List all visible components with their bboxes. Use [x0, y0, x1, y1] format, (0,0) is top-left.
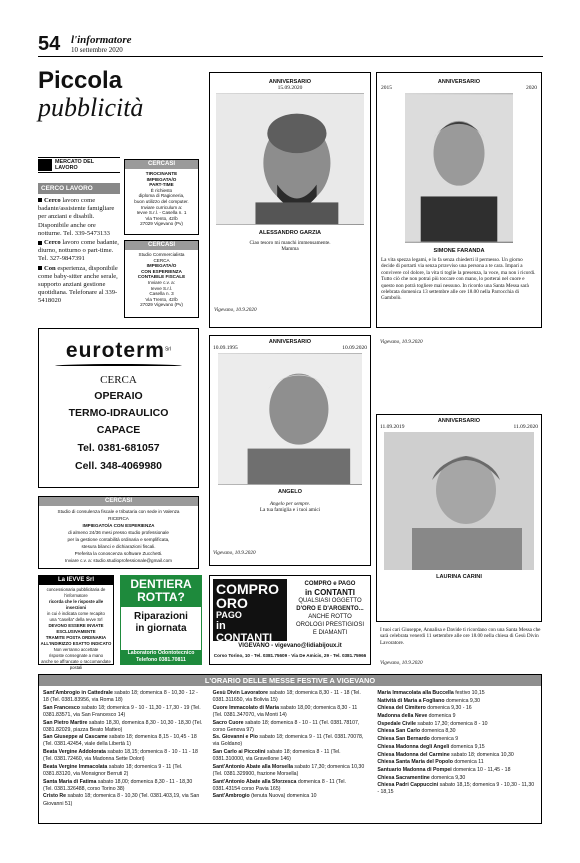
obit-4-text: I tuoi cari Giuseppe, Annalisa e Davide ti ricordano con una Santa Messa che sarà celebrata venerdì 11 settembre alle ore 18.00 nella chiesa di Gesù Divin Lavoratore. [380, 627, 541, 646]
messe-church: Chiesa San Bernardo [377, 736, 430, 743]
cercasi-3-line: di almeno 24/36 mesi presso studio professionale [68, 530, 169, 535]
compro-right-line: COMPRO e PAGO [304, 581, 356, 587]
messe-church: Chiesa Sacramentine [377, 774, 430, 781]
messe-times: sabato 18; domenica 8 - 10,30 (Tel. 0381.403,19, via San Giovanni 51) [43, 793, 200, 807]
messe-times: sabato 18,15; domenica 9 - 10,30 - 11,30 - 18,15 [377, 782, 535, 796]
cercasi-ad-2 [124, 240, 199, 318]
euroterm-line: CAPACE [96, 424, 141, 436]
messe-times: festivo 10,15 [453, 690, 485, 696]
messe-entry [377, 705, 537, 712]
obit-1-head: ANNIVERSARIO [268, 79, 312, 85]
messe-entry [43, 793, 203, 807]
compro-right-line: OROLOGI PRESTIGIOSI [295, 622, 364, 628]
mercato-item-lead: Cerco [44, 239, 61, 247]
messe-times: sabato 18; domenica 8 - 11 (Tel. 0381.310000, via Gravellone 146) [212, 749, 341, 763]
cerco-lavoro-header: CERCO LAVORO [38, 183, 120, 194]
obituary-garzia [209, 72, 371, 328]
cercasi-1-line: diploma di Ragioneria, [138, 193, 185, 199]
messe-times: sabato 18; domenica 9 - 11 (Tel. 0381.70078, via Goldano) [212, 734, 364, 748]
ievve-line: DEVONO ESSERE INVIATE [48, 623, 104, 628]
obit-1-text: Ciao tesoro mi manchi immensamente. [249, 240, 331, 246]
cercasi-3-line: per la gestione contabilità ordinaria e semplificata, [67, 537, 170, 542]
messe-times: sabato 18,00; domenica 8,30 - 11 (Tel. 0381.347070, via Monti 14) [212, 704, 358, 718]
title-line2: pubblicità [38, 93, 144, 122]
messe-church: Sant'Antonio Abate alla Sforzesca [212, 778, 297, 785]
cercasi-2-line: Via Trento, 42/b [145, 296, 178, 302]
obituary-angelo [209, 335, 371, 566]
ievve-line: risposte consegnate a mano [49, 653, 103, 658]
euroterm-body [39, 372, 198, 475]
mercato-item-text: lavoro come badante/assistente famigliare per anziani e disabili. Disponibile anche ore notturne. Tel. 339-5473133 [38, 197, 115, 237]
bullet-icon [38, 198, 42, 202]
mercato-item [38, 197, 120, 238]
mercato-item-text: lavoro come badante, diurno, notturno o part-time. Tel. 327-9847391 [38, 239, 119, 263]
euroterm-line: CERCA [100, 374, 137, 386]
obit-2-head: ANNIVERSARIO [437, 79, 481, 85]
messe-entry [43, 690, 203, 704]
mercato-items [38, 197, 120, 306]
cercasi-2-head: CERCASI [125, 241, 198, 250]
cercasi-1-line: Ievve S.r.l. - Casella n. 1 [136, 210, 187, 216]
messe-entry [377, 767, 537, 774]
messe-church: Santuario Madonna di Pompei [377, 766, 452, 773]
ievve-line: Non verranno accettate [53, 647, 99, 652]
header-date: 10 settembre 2020 [71, 46, 123, 54]
obit-4-photo [384, 432, 534, 570]
cercasi-1-line: Inviare curriculum a: [140, 204, 183, 210]
messe-entry [377, 759, 537, 766]
ievve-line: una "casella" della Ievve Srl [49, 617, 103, 622]
obit-2-text: La vita spezza legami, e lo fa senza chiederti il permesso. Un giorno decide di portarti via senza prravviso una persona a te cara. Impari a convivere col dolore, la vita ti toglie la presenza, la voce, ma non i ricordi. Tutto ciò che non potrai più toccare con mano, lo porterai nel cuore e questo non potrà togliere mai nessuno. In ricordo una Santa Messa sarà celebrata domenica 13 settembre alle ore 18.00 nella Parrocchia di Gambolò. [381, 257, 536, 302]
mercato-item [38, 239, 120, 264]
messe-entry [377, 752, 537, 759]
cercasi-2-line: 27029 Vigevano (Pv) [140, 302, 183, 308]
cercasi-3-line: Preferita la conoscenza software Zucchetti. [74, 551, 163, 556]
messe-entry [43, 764, 203, 778]
compro-city: VIGEVANO - vigevano@lidiabijoux.it [238, 643, 342, 649]
page-number: 54 [38, 33, 61, 55]
messe-times: domenica 9,30 - 16 [425, 705, 472, 712]
ievve-line: ricorda che le risposte alle inserzioni [48, 599, 104, 610]
cercasi-1-line: Via Trento, 42/b [145, 215, 178, 221]
messe-entry [213, 749, 368, 763]
messe-church: Sacro Cuore [212, 719, 244, 726]
messe-times: sabato 17,30; domenica 8 - 10 [415, 720, 488, 727]
ievve-line: ESCLUSIVAMENTE [56, 629, 96, 634]
ievve-line: in cui è indicata come recapito [47, 611, 105, 616]
cercasi-2-line: Studio Commercialista [138, 252, 185, 257]
dentiera-ad [120, 575, 202, 665]
messe-times: sabato 18; domenica 10,30 [449, 751, 514, 758]
messe-entry [213, 734, 368, 748]
dentiera-question: DENTIERA ROTTA? [121, 576, 201, 607]
messe-church: Madonna della Neve [377, 713, 428, 720]
messe-title: L'ORARIO DELLE MESSE FESTIVE A VIGEVANO [39, 675, 541, 686]
messe-times: sabato 18,30, domenica 8,30 - 10,30 - 18,30 (Tel. 0381.82029, piazza Beato Matteo) [43, 719, 203, 733]
messe-times: domenica 9 [429, 736, 459, 743]
cercasi-1-head: CERCASI [125, 160, 198, 169]
compro-logo: COMPRO ORO PAGO in CONTANTI [213, 579, 287, 641]
obit-1-date: 15.09.2020 [277, 85, 303, 91]
messe-columns [39, 686, 541, 808]
messe-entry [43, 749, 203, 763]
compro-right-line: ANCHE ROTTO [308, 614, 352, 620]
mercato-item [38, 265, 120, 306]
obit-1-place: Vigevano, 10.9.2020 [214, 306, 257, 313]
messe-entry [377, 782, 537, 796]
messe-entry [43, 779, 203, 793]
cercasi-2-line: CONTABILE FISCALE [137, 274, 186, 280]
messe-church: Chiesa Santa Maria del Popolo [377, 759, 453, 766]
messe-times: domenica 8,30 [420, 728, 456, 735]
messe-times: sabato 18; domenica 8 - 10 - 11 (Tel. 0381.78107, corso Genova 97) [212, 719, 360, 733]
cercasi-ad-3 [38, 496, 199, 569]
mercato-lavoro-block [38, 157, 120, 347]
obit-2-name: SIMONE FARANDA [433, 248, 485, 254]
messe-entry [377, 744, 537, 751]
messe-church: Ss. Giovanni e Pio [212, 734, 258, 741]
messe-church: Chiesa del Cimitero [377, 705, 426, 712]
messe-times: sabato 18; domenica 8,15 - 10,45 - 18 (Tel. 0381.42454, viale della Libertà 1) [43, 734, 197, 748]
ievve-line: concessionaria pubblicitaria de l'informatore [46, 587, 106, 598]
messe-entry [377, 721, 537, 728]
bullet-icon [38, 266, 42, 270]
euroterm-ad [38, 328, 199, 488]
cercasi-2-line: CON ESPERIENZA [141, 268, 182, 274]
compro-oro-ad [209, 575, 371, 665]
euroterm-line: TERMO-IDRAULICO [68, 407, 169, 419]
messe-church: Sant'Ambrogio [212, 793, 250, 800]
messe-entry [213, 690, 368, 704]
title-line1: Piccola [38, 67, 123, 94]
messe-church: Beata Vergine Addolorata [43, 749, 106, 756]
obit-3-place: Vigevano, 10.9.2020 [213, 549, 256, 556]
messe-times: sabato 18,00; domenica 8,30 - 11 - 18,30 (Tel. 0381.326488, corso Torino 38) [43, 778, 193, 792]
mercato-item-text: esperienza, disponibile come baby-sitter anche serale, supporto anziani gestione quotidiana. Telefonare al 339-5418020 [38, 264, 118, 305]
messe-church: Chiesa Madonna del Carmine [377, 751, 450, 758]
obit-1-photo [216, 93, 364, 225]
obit-4-name: LAURINA CARINI [436, 574, 482, 580]
messe-times: domenica 9,15 [449, 743, 485, 750]
messe-church: Gesù Divin Lavoratore [212, 690, 269, 696]
cercasi-2-body [125, 250, 198, 308]
cercasi-1-line: IMPIEGATA/O [146, 176, 177, 182]
messe-times: sabato 17,30; domenica 10,30 (Tel. 0381.329900, frazione Morsella) [212, 763, 365, 777]
obit-1-name: ALESSANDRO GARZIA [258, 230, 322, 236]
cercasi-1-line: 27029 Vigevano (Pv) [140, 221, 183, 227]
messe-church: Beata Vergine Immacolata [43, 763, 108, 770]
mercato-logo [38, 159, 52, 171]
messe-entry [377, 698, 537, 705]
euroterm-line: Cell. 348-4069980 [75, 460, 162, 472]
messe-entry [43, 705, 203, 719]
euroterm-line: Tel. 0381-681057 [77, 442, 160, 454]
cercasi-1-line: È richiesto [150, 187, 173, 193]
obit-3-name: ANGELO [278, 489, 302, 495]
messe-times: sabato 18; domenica 8 - 10,30 - 12 - 18 (Tel. 0381.83956, via Roma 18) [43, 690, 198, 704]
messe-entry [377, 713, 537, 720]
cercasi-3-head: CERCASI [39, 497, 198, 506]
brand-name: l'informatore [71, 34, 132, 46]
messe-church: Sant'Ambrogio in Cattedrale [43, 690, 113, 696]
obit-1-sign: Mamma [281, 246, 299, 253]
messe-entry [377, 728, 537, 735]
compro-right-line: QUALSIASI OGGETTO [298, 598, 362, 604]
cercasi-1-line: PART-TIME [149, 182, 174, 188]
messe-church: San Carlo ai Piccolini [212, 749, 266, 756]
cercasi-3-line: Inviare c.v. a: studio.studioprofessionale@gmail.com [65, 558, 172, 563]
messe-church: San Pietro Martire [43, 719, 88, 726]
ievve-line: ALL'INDIRIZZO ESATTO INDICATO [40, 641, 112, 646]
messe-entry [377, 736, 537, 743]
mercato-item-lead: Cerco [44, 197, 61, 204]
messe-church: Sant'Antonio Abate alla Morsella [212, 763, 293, 770]
compro-right-line: in CONTANTI [304, 588, 356, 597]
obit-2-photo [405, 93, 513, 243]
compro-address: Corso Torino, 10 - Tel. 0381.75609 - Via De Amicis, 29 - Tel. 0381.75966 [213, 653, 367, 658]
messe-church: Natività di Maria a Fogliano [377, 697, 445, 704]
obit-3-head: ANNIVERSARIO [268, 339, 312, 345]
cercasi-2-line: Casella n. 3 [149, 291, 174, 297]
messe-church: San Giuseppe al Cascame [43, 734, 108, 741]
compro-right-line: E DIAMANTI [312, 630, 348, 636]
messe-section [38, 674, 542, 824]
cercasi-2-line: CERCA [153, 257, 170, 263]
messe-col-2 [208, 690, 373, 808]
euroterm-logo: euroterm$^{Srl}$ [65, 339, 172, 362]
messe-entry [213, 720, 368, 734]
compro-right-line: D'ORO E D'ARGENTO... [296, 606, 364, 612]
obit-3-sign: La tua famiglia e i tuoi amici [259, 507, 321, 514]
bullet-icon [38, 241, 42, 245]
messe-entry [43, 720, 203, 734]
mercato-label: MERCATO DEL LAVORO [38, 157, 120, 173]
messe-church: Ospedale Civile [377, 720, 416, 727]
cercasi-1-line: buon utilizzo del computer. [134, 198, 189, 204]
cercasi-2-line: Inviare c.v. a: [148, 279, 175, 285]
cercasi-3-line: Studio di consulenza fiscale e tributaria con sede in Valenza [57, 509, 180, 514]
messe-col-1 [43, 690, 208, 808]
messe-times: sabato 18; domenica 9 - 10 - 11,30 - 17,30 - 19 (Tel. 0381.83571, via San Francesco 14) [43, 704, 201, 718]
messe-times: sabato 18,15; domenica 8 - 10 - 11 - 18 (Tel. 0381.72460, via Madonna Sette Dolori) [43, 749, 198, 763]
messe-entry [213, 779, 368, 793]
obit-4-dates: 11.09.2019 11.09.2020 [380, 424, 538, 430]
cercasi-3-line: IMPIEGATO/A CON ESPERIENZA [82, 523, 155, 528]
messe-times: domenica 10 - 11,45 - 18 [451, 766, 511, 773]
cercasi-ad-1 [124, 159, 199, 235]
messe-times: domenica 11 [452, 759, 484, 766]
messe-church: Cuore Immacolato di Maria [212, 704, 279, 711]
cercasi-3-line: RICERCA [108, 516, 129, 521]
page-header [38, 33, 543, 57]
messe-entry [377, 775, 537, 782]
section-title [38, 68, 203, 122]
ievve-notice [38, 575, 114, 670]
messe-church: Santa Maria di Fatima [43, 778, 97, 785]
cercasi-3-body [39, 506, 198, 564]
messe-entry [213, 793, 368, 800]
obit-4-head: ANNIVERSARIO [437, 418, 481, 424]
messe-col-3 [372, 690, 537, 808]
ievve-line: TRAMITE POSTA ORDINARIA [45, 635, 107, 640]
mercato-item-lead: Con [44, 264, 56, 272]
cercasi-1-body [125, 169, 198, 227]
messe-entry [43, 734, 203, 748]
messe-times: domenica 9,30 [444, 697, 480, 704]
messe-entry [213, 705, 368, 719]
obit-4-place: Vigevano, 10.9.2020 [380, 660, 423, 666]
obituary-faranda [376, 72, 542, 328]
obit-3-photo [218, 353, 362, 485]
messe-entry [213, 764, 368, 778]
cercasi-2-line: IMPIEGATA/O [146, 263, 177, 269]
messe-times: (tenuta Nuova) domenica 10 [249, 793, 317, 800]
messe-times: sabato 18; domenica 8,30 - 11 - 18 (Tel. 0381.311650, via Bolivia 15) [212, 690, 361, 704]
dentiera-riparazioni: Riparazioni in giornata [134, 611, 188, 634]
obit-3-dates: 10.09.1995 10.09.2020 [213, 345, 367, 351]
ievve-body [39, 585, 113, 671]
ievve-name: La IEVVE Srl [39, 576, 113, 585]
cercasi-2-line: Ievve S.r.l. [150, 285, 173, 291]
ievve-line: anche se affrancate o raccomandate postali [41, 659, 111, 670]
messe-church: San Francesco [43, 704, 80, 711]
cercasi-3-line: stesura bilanci e dichiarazioni fiscali. [81, 544, 156, 549]
cercasi-1-line: TIROCINANTE [145, 171, 178, 176]
obit-2-place: Vigevano, 10.9.2020 [380, 339, 423, 345]
messe-entry [377, 690, 537, 697]
messe-times: domenica 8 - 11 (Tel. 0381.43154 corso Pavia 165) [212, 778, 346, 792]
obit-3-text: Angelo per sempre. [269, 501, 311, 507]
obituary-carini [376, 414, 542, 622]
messe-church: Chiesa Madonna degli Angeli [377, 743, 450, 750]
messe-church: Maria Immacolata alla Buccella [377, 690, 454, 696]
messe-times: domenica 9 [427, 713, 456, 720]
messe-times: domenica 9,30 [429, 774, 466, 781]
messe-church: Chiesa Padri Cappuccini [377, 782, 439, 789]
euroterm-swoosh [55, 364, 182, 368]
messe-times: sabato 18; domenica 9 - 11 (Tel. 0381.83120, via Monsignor Berruti 2) [43, 763, 183, 777]
messe-church: Chiesa San Carlo [377, 728, 421, 735]
obit-2-dates: 2015 2020 [381, 85, 537, 91]
compro-right-text [290, 580, 370, 637]
dentiera-footer: Laboratorio Odontotecnico Telefono 0381.70811 [121, 650, 201, 664]
euroterm-line: OPERAIO [94, 390, 143, 402]
messe-church: Cristo Re [43, 793, 67, 800]
